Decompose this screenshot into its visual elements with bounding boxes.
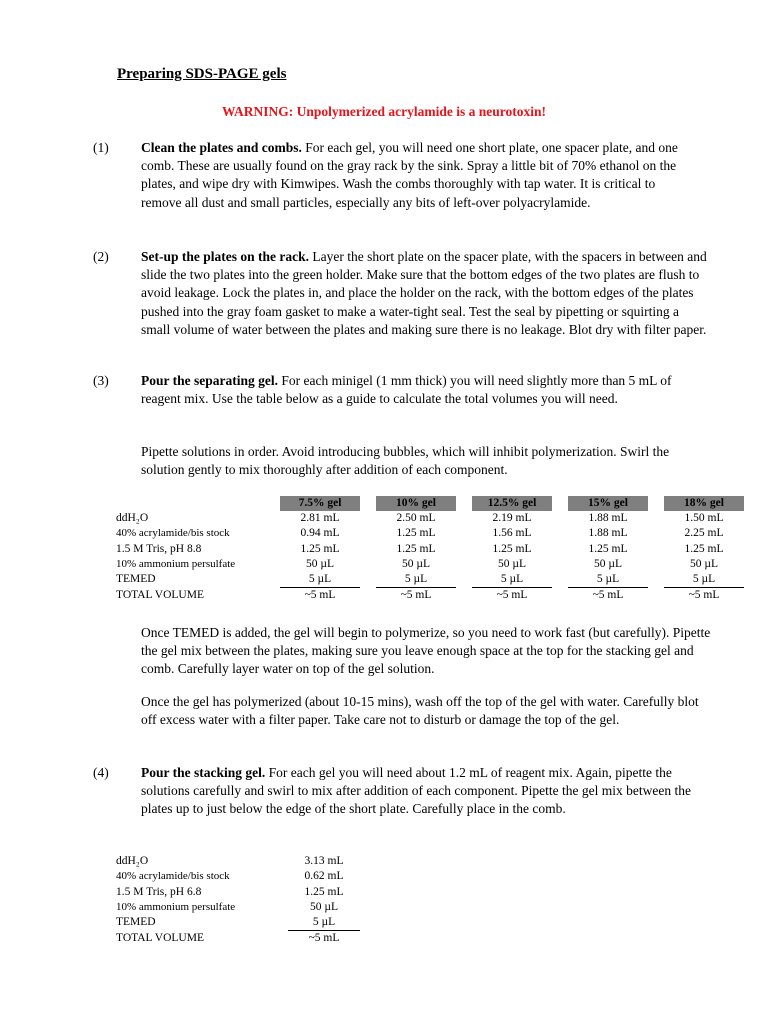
step-3-paragraph-4: Once the gel has polymerized (about 10-15 mins), wash off the top of the gel with water. Carefully blot off excess water with a filter paper. Take care not to disturb or damage the top of the gel. [141,694,699,728]
step-2-text: Layer the short plate on the spacer plate, with the spacers in between and slide the two plates into the green holder. Make sure that the bottom edges of the two plates are flush to avoid leakage. Lock the plates in, and place the holder on the rack, with the bottom edges of the plates pushed into the gray foam gasket to make a water-tight seal. Test the seal by pipetting or squirting a small volume of water between the plates and making sure there is no leakage. Blot dry with filter paper. [141,249,707,337]
step-2-number: (2) [93,249,109,264]
table-cell: ~5 mL [496,589,528,602]
table-row [116,526,744,541]
table-cell: 50 µL [401,557,431,570]
table-cell: 50 µL [593,557,623,570]
table-cell: 2.19 mL [492,512,532,525]
separating-gel-table [116,496,744,603]
row-label: 40% acrylamide/bis stock [116,870,230,883]
table-cell: ~5 mL [400,589,432,602]
step-2-heading: Set-up the plates on the rack. [141,249,309,264]
table-cell: 1.25 mL [684,542,724,555]
table-cell: 1.50 mL [684,512,724,525]
table-row [116,915,360,931]
step-4-number: (4) [93,765,109,780]
step-1-text: For each gel, you will need one short plate, one spacer plate, and one comb. These are usually found on the gray rack by the sink. Spray a little bit of 70% ethanol on the plates, and wipe dry with Kimwipes. Wash the combs thoroughly with tap water. It is critical to remove all dust and small particles, especially any bits of left-over polyacrylamide. [141,140,678,210]
step-2 [93,248,707,339]
step-3-heading: Pour the separating gel. [141,373,278,388]
table-cell: 5 µL [664,572,744,588]
row-label: ddH₂O [116,855,149,867]
table-cell: 1.25 mL [492,542,532,555]
row-label: 10% ammonium persulfate [116,557,236,570]
table-cell: 5 µL [288,915,360,931]
table-cell: 2.81 mL [300,512,340,525]
step-1 [93,139,697,212]
table-cell: 50 µL [305,557,335,570]
row-label: TEMED [116,916,156,929]
table-row [116,854,360,869]
table-cell: 1.25 mL [300,542,340,555]
table-cell: 3.13 mL [304,855,344,867]
column-header: 18% gel [664,496,744,511]
table-cell: 50 µL [689,557,719,570]
column-header: 10% gel [376,496,456,511]
table-cell: 1.88 mL [588,527,628,540]
table-cell: 5 µL [472,572,552,588]
table-cell: 1.25 mL [396,542,436,555]
table-cell: 1.88 mL [588,512,628,525]
step-1-number: (1) [93,140,109,155]
table-cell: ~5 mL [308,932,340,945]
row-label: TOTAL VOLUME [116,932,204,945]
table-cell: 2.25 mL [684,527,724,540]
step-3-paragraph-3: Once TEMED is added, the gel will begin to polymerize, so you need to work fast (but carefully). Pipette the gel mix between the plates, making sure you leave enough space at the top for the stacking gel and comb. Carefully layer water on top of the gel solution. [141,625,711,677]
table-cell: 1.25 mL [396,527,436,540]
table-row [116,542,744,557]
table-cell: 1.25 mL [588,542,628,555]
table-row [116,557,744,572]
table-cell: 2.50 mL [396,512,436,525]
row-label: TOTAL VOLUME [116,588,204,601]
table-cell: 5 µL [376,572,456,588]
table-cell: 50 µL [309,900,339,913]
page-title: Preparing SDS-PAGE gels [117,66,287,82]
table-cell: 0.94 mL [300,527,340,540]
step-4 [93,764,707,819]
column-header: 7.5% gel [280,496,360,511]
step-1-heading: Clean the plates and combs. [141,140,302,155]
column-header: 15% gel [568,496,648,511]
table-cell: 1.56 mL [492,527,532,540]
column-header: 12.5% gel [472,496,552,511]
table-row [116,900,360,915]
step-3 [93,372,702,408]
stacking-gel-table [116,854,360,947]
table-row [116,572,744,588]
table-cell: ~5 mL [688,589,720,602]
table-row [116,869,360,884]
step-3-number: (3) [93,373,109,388]
row-label: 40% acrylamide/bis stock [116,527,230,540]
table-row [116,931,360,947]
row-label: TEMED [116,573,156,586]
row-label: ddH₂O [116,512,149,525]
table-cell: 5 µL [568,572,648,588]
row-label: 1.5 M Tris, pH 8.8 [116,542,202,555]
table-cell: 50 µL [497,557,527,570]
step-4-heading: Pour the stacking gel. [141,765,266,780]
table-cell: 0.62 mL [304,870,344,883]
step-3-paragraph-2: Pipette solutions in order. Avoid introducing bubbles, which will inhibit polymerization. Swirl the solution gently to mix thoroughly after addition of each component. [141,444,670,478]
row-label: 10% ammonium persulfate [116,900,236,913]
table-header-row [116,496,744,511]
table-cell: 5 µL [280,572,360,588]
row-label: 1.5 M Tris, pH 6.8 [116,885,202,898]
table-row [116,885,360,900]
table-row [116,588,744,604]
table-row [116,511,744,526]
table-cell: ~5 mL [304,589,336,602]
step-4-text: For each gel you will need about 1.2 mL of reagent mix. Again, pipette the solutions carefully and swirl to mix after addition of each component. Pipette the gel mix between the plates up to just below the edge of the short plate. Carefully place in the comb. [141,765,691,817]
warning-text: WARNING: Unpolymerized acrylamide is a neurotoxin! [221,104,547,119]
table-cell: ~5 mL [592,589,624,602]
step-3-text: For each minigel (1 mm thick) you will need slightly more than 5 mL of reagent mix. Use the table below as a guide to calculate the total volumes you will need. [141,373,672,407]
table-cell: 1.25 mL [304,885,344,898]
